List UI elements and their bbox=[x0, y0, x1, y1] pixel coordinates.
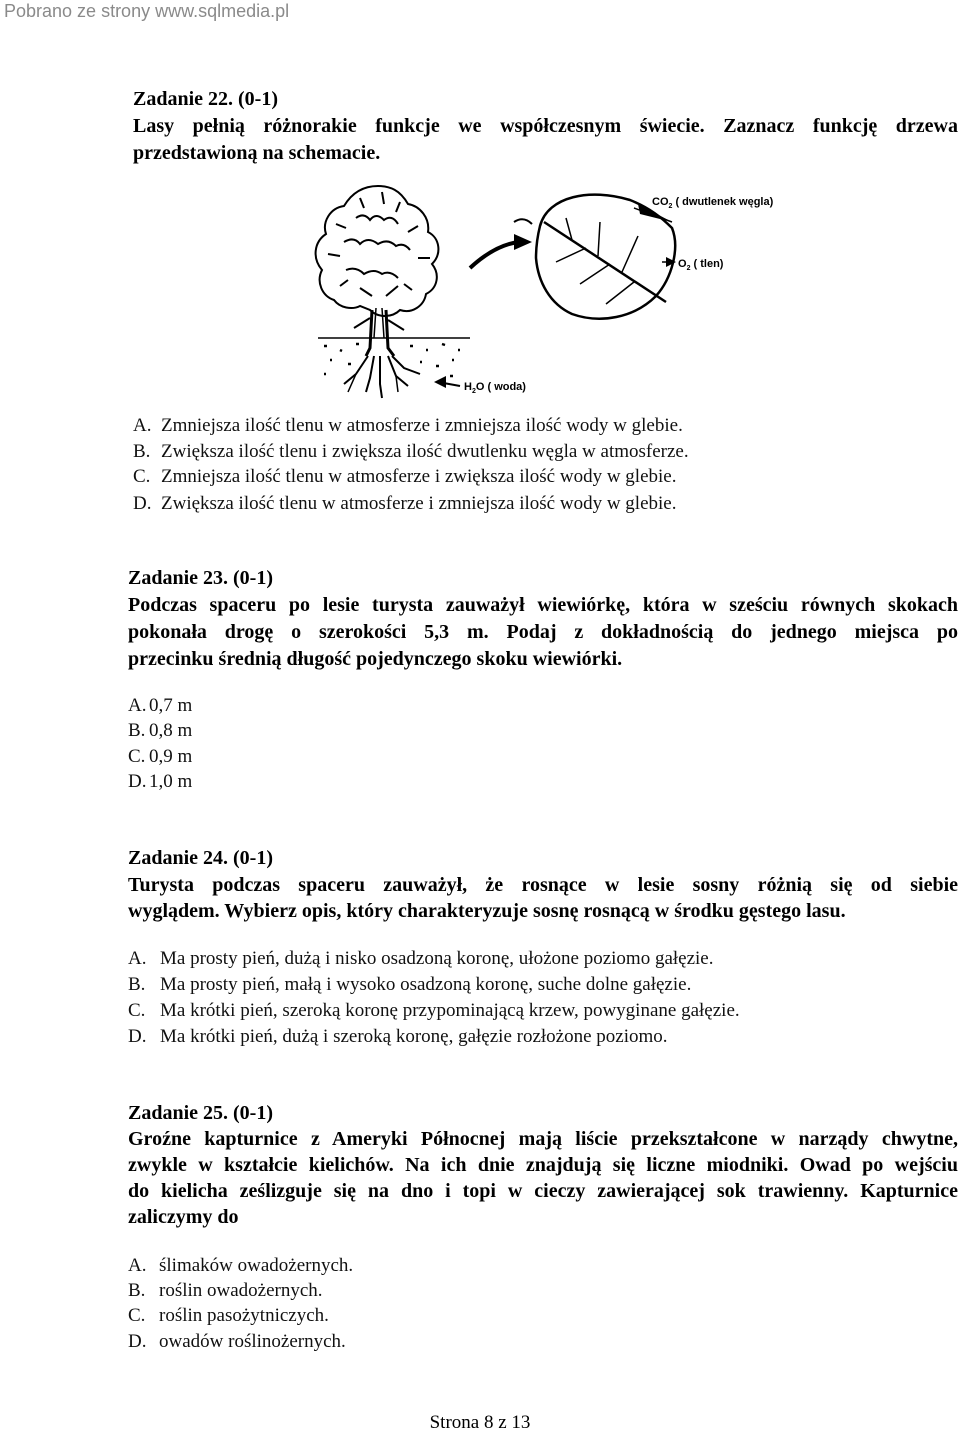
option-text: 0,9 m bbox=[149, 746, 193, 767]
option-text: owadów roślinożernych. bbox=[159, 1331, 346, 1352]
question-line: Turysta podczas spaceru zauważył, że rosnące w lesie sosny różnią się od siebie bbox=[128, 874, 958, 896]
answer-option-c[interactable] bbox=[133, 466, 676, 488]
option-text: 0,7 m bbox=[149, 695, 193, 716]
question-line: Podczas spaceru po lesie turysta zauważył wiewiórkę, która w sześciu równych skokach bbox=[128, 594, 958, 616]
question-line: wyglądem. Wybierz opis, który charakteryzuje sosnę rosnącą w środku gęstego lasu. bbox=[128, 900, 846, 922]
option-text: 1,0 m bbox=[149, 771, 193, 792]
option-letter: B. bbox=[128, 1280, 146, 1301]
option-letter: C. bbox=[128, 1000, 146, 1021]
tree-to-leaf-arrow bbox=[470, 242, 520, 268]
option-text: Ma prosty pień, małą i wysoko osadzoną koronę, suche dolne gałęzie. bbox=[160, 974, 692, 995]
option-text: 0,8 m bbox=[149, 720, 193, 741]
option-text: Ma krótki pień, dużą i szeroką koronę, gałęzie rozłożone poziomo. bbox=[160, 1026, 668, 1047]
answer-option-d[interactable] bbox=[128, 771, 192, 793]
option-letter: B. bbox=[133, 441, 151, 462]
option-letter: D. bbox=[133, 493, 152, 514]
option-letter: D. bbox=[128, 771, 147, 792]
option-letter: A. bbox=[128, 1255, 147, 1276]
answer-option-d[interactable] bbox=[128, 1026, 668, 1048]
option-text: Zmniejsza ilość tlenu w atmosferze i zwiększa ilość wody w glebie. bbox=[161, 466, 677, 487]
task-title: Zadanie 24. (0-1) bbox=[128, 847, 273, 869]
answer-option-c[interactable] bbox=[128, 1000, 740, 1022]
question-line: zwykle w kształcie kielichów. Na ich dnie znajdują się liczne miodniki. Owad po wejściu bbox=[128, 1154, 958, 1176]
option-text: ślimaków owadożernych. bbox=[159, 1255, 354, 1276]
question-line: Lasy pełnią różnorakie funkcje we współczesnym świecie. Zaznacz funkcję drzewa bbox=[133, 115, 958, 137]
question-line: do kielicha ześlizguje się na dno i topi w cieczy zawierającej sok trawienny. Kapturnice bbox=[128, 1180, 958, 1202]
question-line: przedstawioną na schemacie. bbox=[133, 142, 381, 164]
task-title: Zadanie 25. (0-1) bbox=[128, 1102, 273, 1124]
answer-option-c[interactable] bbox=[128, 746, 192, 768]
source-watermark: Pobrano ze strony www.sqlmedia.pl bbox=[0, 0, 297, 22]
option-letter: A. bbox=[128, 695, 147, 716]
option-letter: B. bbox=[128, 720, 146, 741]
task-title: Zadanie 23. (0-1) bbox=[128, 567, 273, 589]
answer-option-d[interactable] bbox=[133, 493, 676, 515]
answer-option-a[interactable] bbox=[133, 415, 683, 437]
tree-leaf-diagram bbox=[300, 178, 820, 408]
co2-label: $CO_2$ ( dwutlenek węgla) bbox=[652, 196, 774, 210]
option-text: Ma prosty pień, dużą i nisko osadzoną koronę, ułożone poziomo gałęzie. bbox=[160, 948, 714, 969]
option-letter: D. bbox=[128, 1331, 147, 1352]
option-letter: A. bbox=[133, 415, 152, 436]
answer-option-b[interactable] bbox=[128, 1280, 323, 1302]
option-letter: C. bbox=[128, 1305, 146, 1326]
task-title: Zadanie 22. (0-1) bbox=[133, 88, 278, 110]
tree-illustration bbox=[316, 186, 470, 398]
o2-label: $O_2$ ( tlen) bbox=[678, 258, 724, 272]
answer-option-a[interactable] bbox=[128, 1255, 353, 1277]
answer-option-d[interactable] bbox=[128, 1331, 346, 1353]
option-text: Zwiększa ilość tlenu w atmosferze i zmniejsza ilość wody w glebie. bbox=[161, 493, 677, 514]
option-text: roślin owadożernych. bbox=[159, 1280, 323, 1301]
answer-option-b[interactable] bbox=[128, 974, 691, 996]
question-line: przecinku średnią długość pojedynczego skoku wiewiórki. bbox=[128, 648, 623, 670]
question-line: pokonała drogę o szerokości 5,3 m. Podaj z dokładnością do jednego miejsca po bbox=[128, 621, 958, 643]
answer-option-a[interactable] bbox=[128, 948, 714, 970]
question-line: Groźne kapturnice z Ameryki Północnej mają liście przekształcone w narządy chwytne, bbox=[128, 1128, 958, 1150]
option-text: Zwiększa ilość tlenu i zwiększa ilość dwutlenku węgla w atmosferze. bbox=[161, 441, 689, 462]
page-number: Strona 8 z 13 bbox=[429, 1412, 531, 1433]
answer-option-b[interactable] bbox=[128, 720, 192, 742]
question-line: zaliczymy do bbox=[128, 1206, 239, 1228]
option-text: Ma krótki pień, szeroką koronę przypominającą krzew, powyginane gałęzie. bbox=[160, 1000, 740, 1021]
option-text: roślin pasożytniczych. bbox=[159, 1305, 329, 1326]
answer-option-a[interactable] bbox=[128, 695, 192, 717]
option-letter: C. bbox=[128, 746, 146, 767]
answer-option-c[interactable] bbox=[128, 1305, 329, 1327]
option-letter: D. bbox=[128, 1026, 147, 1047]
option-letter: A. bbox=[128, 948, 147, 969]
answer-option-b[interactable] bbox=[133, 441, 689, 463]
h2o-label: $H_2O$ ( woda) bbox=[464, 381, 526, 395]
option-text: Zmniejsza ilość tlenu w atmosferze i zmniejsza ilość wody w glebie. bbox=[161, 415, 683, 436]
option-letter: C. bbox=[133, 466, 151, 487]
option-letter: B. bbox=[128, 974, 146, 995]
